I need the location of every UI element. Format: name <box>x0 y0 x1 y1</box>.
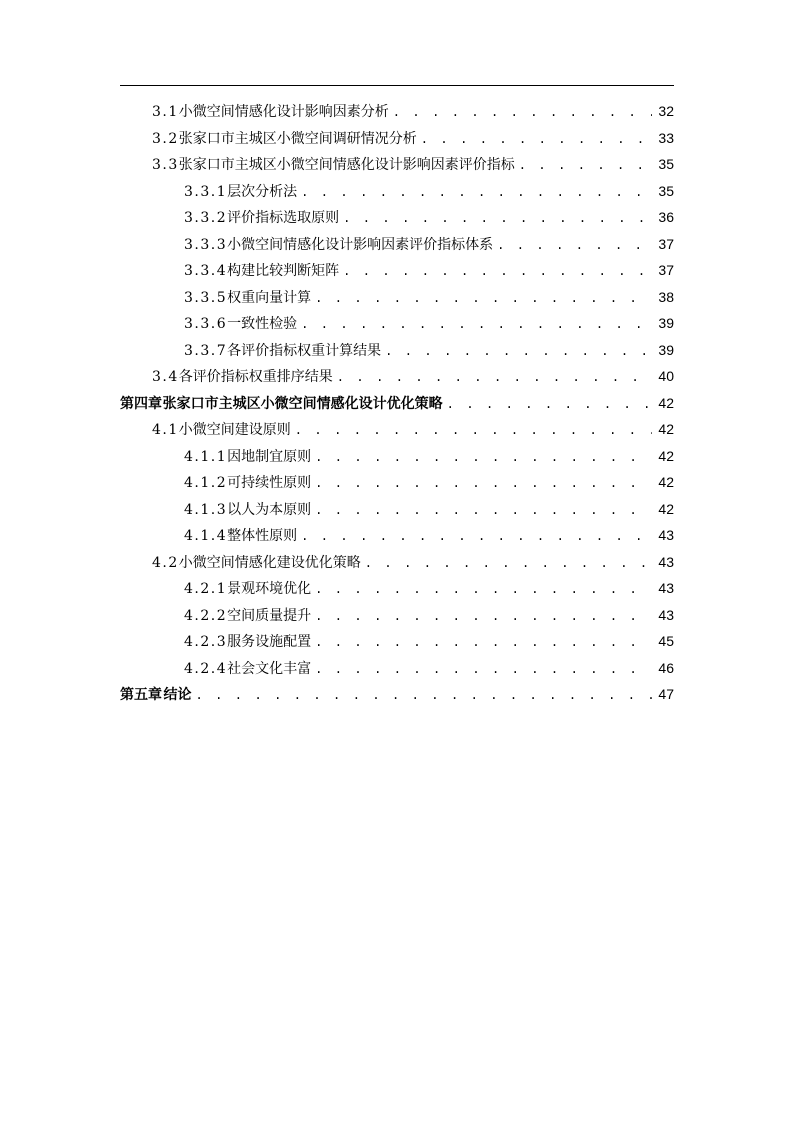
table-of-contents <box>120 98 674 708</box>
toc-entry[interactable] <box>120 655 674 682</box>
toc-leader <box>301 523 652 550</box>
toc-title: 小微空间情感化建设优化策略 <box>178 554 361 571</box>
toc-page-number: 42 <box>658 394 674 411</box>
toc-entry[interactable] <box>120 125 674 152</box>
toc-number: 4.2.4 <box>184 660 228 677</box>
toc-page-number: 36 <box>658 209 674 225</box>
toc-entry[interactable] <box>120 310 674 337</box>
toc-chapter-entry[interactable] <box>120 681 674 708</box>
toc-title: 小微空间建设原则 <box>178 422 291 438</box>
toc-page-number: 43 <box>658 606 674 623</box>
toc-leader <box>301 311 652 338</box>
toc-page-number: 39 <box>658 341 674 358</box>
toc-title: 整体性原则 <box>227 528 298 544</box>
toc-page-number: 42 <box>658 474 674 490</box>
toc-number: 3.3 <box>152 157 179 173</box>
toc-leader <box>315 444 652 471</box>
toc-leader <box>343 258 652 285</box>
header-rule <box>120 85 674 86</box>
toc-leader <box>365 550 652 577</box>
toc-number: 3.3.4 <box>184 263 228 279</box>
toc-title: 各评价指标权重排序结果 <box>178 369 333 385</box>
toc-leader <box>196 682 653 709</box>
toc-leader <box>315 576 652 603</box>
toc-entry[interactable] <box>120 496 674 523</box>
toc-page-number: 38 <box>658 288 674 305</box>
toc-page-number: 46 <box>658 659 674 676</box>
toc-page-number: 42 <box>658 421 674 437</box>
toc-title: 权重向量计算 <box>227 289 312 306</box>
toc-leader <box>315 497 652 524</box>
toc-title: 以人为本原则 <box>227 501 312 518</box>
toc-leader <box>343 205 652 232</box>
toc-number: 4.1.3 <box>184 501 228 518</box>
toc-number: 4.2.1 <box>184 581 228 597</box>
toc-title: 空间质量提升 <box>227 607 312 624</box>
toc-page-number: 47 <box>658 686 674 702</box>
toc-number: 3.2 <box>152 130 179 147</box>
toc-leader <box>337 364 652 391</box>
toc-number: 3.3.1 <box>184 183 228 200</box>
toc-title: 各评价指标权重计算结果 <box>227 342 382 359</box>
toc-entry[interactable] <box>120 151 674 178</box>
toc-page-number: 43 <box>658 553 674 570</box>
toc-title: 结论 <box>163 687 192 703</box>
toc-entry[interactable] <box>120 522 674 549</box>
toc-number: 4.1.1 <box>184 448 228 465</box>
toc-leader <box>295 417 652 444</box>
toc-title: 层次分析法 <box>227 183 298 200</box>
toc-title: 构建比较判断矩阵 <box>227 263 340 279</box>
toc-number: 4.2.2 <box>184 607 228 624</box>
toc-leader <box>301 179 652 206</box>
toc-page-number: 45 <box>658 633 674 649</box>
toc-entry[interactable] <box>120 231 674 258</box>
toc-chapter-number: 第五章 <box>120 687 162 703</box>
toc-number: 4.1.2 <box>184 475 228 491</box>
toc-leader <box>315 629 652 656</box>
toc-title: 景观环境优化 <box>227 581 312 597</box>
toc-page-number: 43 <box>658 527 674 543</box>
toc-title: 张家口市主城区小微空间调研情况分析 <box>178 130 417 147</box>
toc-entry[interactable] <box>120 257 674 284</box>
toc-number: 3.3.2 <box>184 210 228 226</box>
toc-page-number: 37 <box>658 235 674 252</box>
toc-page-number: 33 <box>658 129 674 146</box>
toc-entry[interactable] <box>120 549 674 576</box>
toc-entry[interactable] <box>120 416 674 443</box>
toc-entry[interactable] <box>120 284 674 311</box>
toc-leader <box>421 126 652 153</box>
toc-entry[interactable] <box>120 628 674 655</box>
toc-entry[interactable] <box>120 337 674 364</box>
toc-number: 4.2.3 <box>184 634 228 650</box>
toc-entry[interactable] <box>120 602 674 629</box>
toc-title: 评价指标选取原则 <box>227 210 340 226</box>
toc-title: 张家口市主城区小微空间情感化设计优化策略 <box>162 395 443 412</box>
toc-entry[interactable] <box>120 98 674 125</box>
toc-number: 3.3.5 <box>184 289 228 306</box>
toc-page-number: 42 <box>658 500 674 517</box>
toc-title: 小微空间情感化设计影响因素分析 <box>178 104 389 120</box>
toc-number: 3.3.3 <box>184 236 228 253</box>
toc-page-number: 40 <box>658 368 674 384</box>
toc-leader <box>315 656 652 683</box>
toc-page-number: 35 <box>658 182 674 199</box>
toc-leader <box>447 391 652 418</box>
toc-leader <box>393 99 652 126</box>
toc-leader <box>497 232 652 259</box>
toc-entry[interactable] <box>120 363 674 390</box>
toc-leader <box>519 152 652 179</box>
toc-number: 3.4 <box>152 369 179 385</box>
toc-page-number: 35 <box>658 156 674 172</box>
toc-leader <box>315 603 652 630</box>
toc-title: 可持续性原则 <box>227 475 312 491</box>
toc-page-number: 39 <box>658 315 674 331</box>
toc-title: 张家口市主城区小微空间情感化设计影响因素评价指标 <box>178 157 515 173</box>
toc-leader <box>315 470 652 497</box>
toc-entry[interactable] <box>120 443 674 470</box>
toc-title: 一致性检验 <box>227 316 298 332</box>
toc-entry[interactable] <box>120 178 674 205</box>
toc-number: 3.3.6 <box>184 316 228 332</box>
toc-leader <box>315 285 652 312</box>
toc-entry[interactable] <box>120 469 674 496</box>
toc-number: 4.2 <box>152 554 179 571</box>
toc-chapter-number: 第四章 <box>120 395 162 412</box>
toc-title: 社会文化丰富 <box>227 660 312 677</box>
toc-page-number: 32 <box>658 103 674 119</box>
toc-number: 3.1 <box>152 104 179 120</box>
toc-chapter-entry[interactable] <box>120 390 674 417</box>
toc-number: 4.1.4 <box>184 528 228 544</box>
toc-entry[interactable] <box>120 575 674 602</box>
toc-number: 3.3.7 <box>184 342 228 359</box>
toc-page-number: 37 <box>658 262 674 278</box>
toc-title: 小微空间情感化设计影响因素评价指标体系 <box>227 236 494 253</box>
toc-title: 服务设施配置 <box>227 634 312 650</box>
toc-number: 4.1 <box>152 422 179 438</box>
toc-leader <box>385 338 652 365</box>
toc-entry[interactable] <box>120 204 674 231</box>
toc-title: 因地制宜原则 <box>227 448 312 465</box>
toc-page-number: 43 <box>658 580 674 596</box>
toc-page-number: 42 <box>658 447 674 464</box>
